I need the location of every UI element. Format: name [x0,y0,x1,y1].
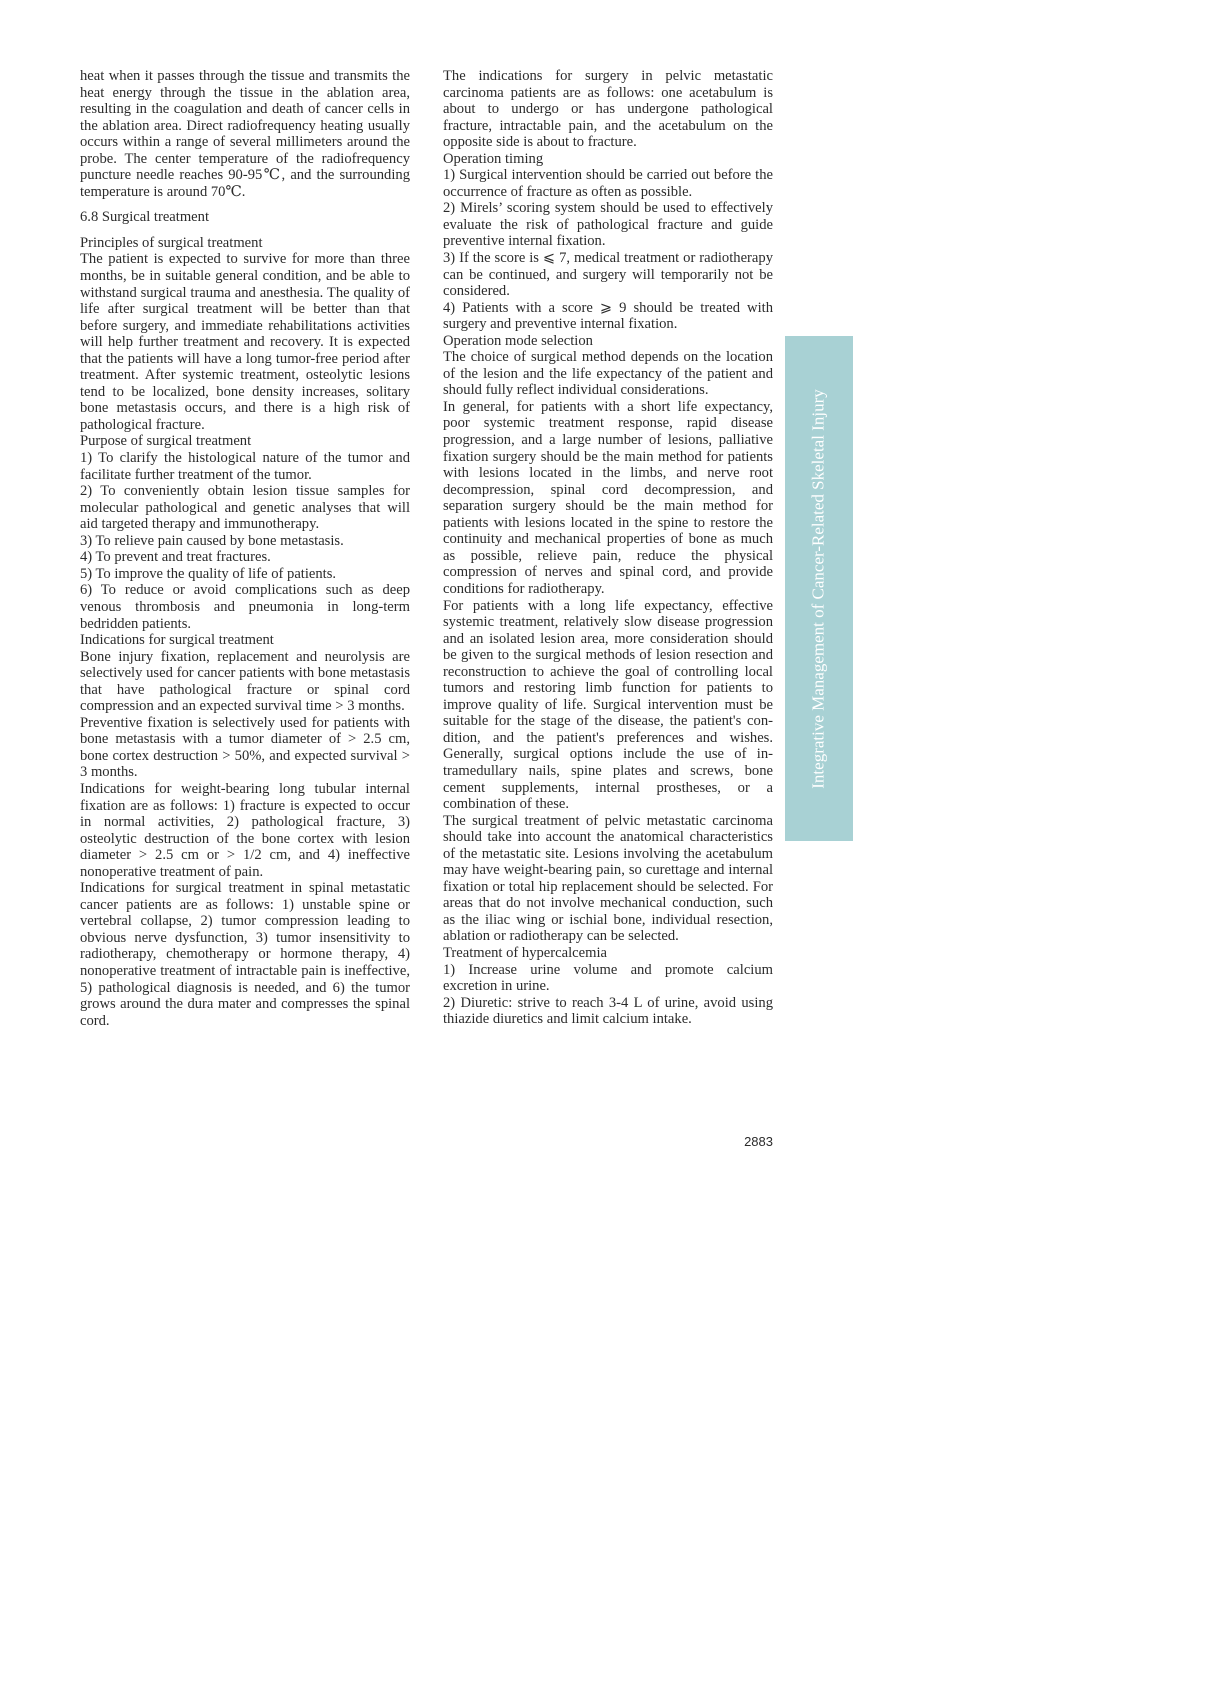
purpose-item: 5) To improve the quality of life of patients. [80,565,337,582]
purpose-heading: Purpose of surgical treatment [80,433,252,450]
indications-paragraph: Bone injury fixation, replacement and neurolysis are selectively used for cancer patients with bone metastasis that have pathological fracture or spinal cord compression and an expected survival time > 3 months. [80,648,410,715]
principles-paragraph: The patient is expected to survive for more than three months, be in suitable general condition, and be able to withstand surgical trauma and anesthesia. The quality of life after surgical treatment will be better than that before surgery, and immediate rehabilitations activities will help further treatment and recovery. It is expected that the patients will have a long tumor-free period after treatment. After systemic treatment, osteolytic lesions tend to be localized, bone density increases, solitary bone metastasis occurs, and there is a high risk of pathological fracture. [80,251,410,433]
indications-paragraph: Indications for weight-bearing long tubular internal fixation are as follows: 1) fracture is expected to occur in normal activities, 2) pathological fracture, 3) osteolytic destruction of the bone cortex with lesion diameter > 2.5 cm or > 1/2 cm, and 4) ineffective nonoperative treatment of pain. [80,780,410,880]
side-banner-title: Integrative Management of Cancer-Related Skeletal Injury [809,388,828,789]
timing-item: 4) Patients with a score ⩾ 9 should be treated with surgery and preventive internal fixation. [443,299,773,333]
principles-heading: Principles of surgical treatment [80,234,263,251]
intro-paragraph: heat when it passes through the tissue and transmits the heat energy through the tissue in the ablation area, resulting in the coagulation and death of cancer cells in the ablation area. Direct radiofrequency heating usually occurs within a range of several millimeters around the probe. The center temperature of the radiofrequency puncture needle reaches 90-95℃, and the surrounding temperature is around 70℃. [80,68,410,200]
timing-heading: Operation timing [443,150,544,167]
timing-item: 2) Mirels’ scoring system should be used to effectively evaluate the risk of pathological fracture and guide preventive internal fixation. [443,200,773,250]
pelvic-paragraph: The indications for surgery in pelvic metastatic carcinoma patients are as follows: one acetabulum is about to undergo or has undergone pathological fracture, intractable pain, and the acetabulum on the opposite side is about to fracture. [443,68,773,151]
indications-paragraph: Preventive fixation is selectively used for patients with bone metastasis with a tumor diameter of > 2.5 cm, bone cortex destruction > 50%, and expected survival > 3 months. [80,714,410,781]
section-heading: 6.8 Surgical treatment [80,209,210,226]
mode-paragraph: For patients with a long life expectancy, effective systemic treatment, relatively slow disease progression and an isolated lesion area, more consideration should be given to the surgical methods of lesion resection and reconstruction to achieve the goal of controlling local tumors and restoring limb function for patients to improve quality of life. Surgical intervention must be suitable for the stage of the disease, the patient's condition, and the patient's preferences and wishes. Generally, surgical options include the use of intramedullary nails, spine plates and screws, bone cement supplements, internal prostheses, or a combination of these. [443,597,773,813]
purpose-item: 6) To reduce or avoid complications such as deep venous thrombosis and pneumonia in long-term bedridden patients. [80,582,410,632]
hypercalcemia-heading: Treatment of hypercalcemia [443,944,607,961]
indications-heading: Indications for surgical treatment [80,632,274,649]
page-number: 2883 [744,1134,773,1149]
hypercalcemia-item: 2) Diuretic: strive to reach 3-4 L of urine, avoid using thiazide diuretics and limit calcium intake. [443,994,773,1028]
mode-heading: Operation mode selection [443,332,593,349]
mode-paragraph: The surgical treatment of pelvic metastatic carcinoma should take into account the anatomical characteristics of the metastatic site. Lesions involving the acetabulum may have weight-bearing pain, so curettage and internal fixation or total hip replacement should be selected. For areas that do not involve mechanical conduction, such as the iliac wing or ischial bone, individual resection, ablation or radiotherapy can be selected. [443,812,773,945]
timing-item: 3) If the score is ⩽ 7, medical treatment or radiotherapy can be continued, and surgery will temporarily not be considered. [443,250,773,300]
indications-paragraph: Indications for surgical treatment in spinal metastatic cancer patients are as follows: 1) unstable spine or vertebral collapse, 2) tumor compression leading to obvious nerve dysfunction, 3) tumor insensitivity to radiotherapy, chemotherapy or hormone therapy, 4) nonoperative treatment of intractable pain is ineffective, 5) pathological diagnosis is needed, and 6) the tumor grows around the dura mater and compresses the spinal cord. [80,880,410,1029]
right-column [443,68,773,1028]
purpose-item: 4) To prevent and treat fractures. [80,549,271,566]
purpose-item: 1) To clarify the histological nature of the tumor and facilitate further treatment of the tumor. [80,450,410,483]
side-banner [785,336,853,841]
timing-item: 1) Surgical intervention should be carried out before the occurrence of fracture as often as possible. [443,167,773,200]
left-column [80,68,410,1029]
purpose-item: 3) To relieve pain caused by bone metastasis. [80,532,344,549]
purpose-item: 2) To conveniently obtain lesion tissue samples for molecular pathological and genetic analyses that will aid targeted therapy and immunotherapy. [80,483,410,533]
hypercalcemia-item: 1) Increase urine volume and promote calcium excretion in urine. [443,961,773,995]
mode-paragraph: In general, for patients with a short life expectancy, poor systemic treatment response, rapid disease progression, and a large number of lesions, palliative fixation surgery should be the main method for patients with lesions located in the limbs, and nerve root decompression, spinal cord decompression, and separation surgery should be the main method for patients with lesions located in the spine to restore the continuity and mechanical properties of bone as much as possible, relieve pain, reduce the physical compression of nerves and spinal cord, and provide conditions for radiotherapy. [443,398,773,597]
mode-paragraph: The choice of surgical method depends on the location of the lesion and the life expectancy of the patient and should fully reflect individual considerations. [443,349,773,399]
